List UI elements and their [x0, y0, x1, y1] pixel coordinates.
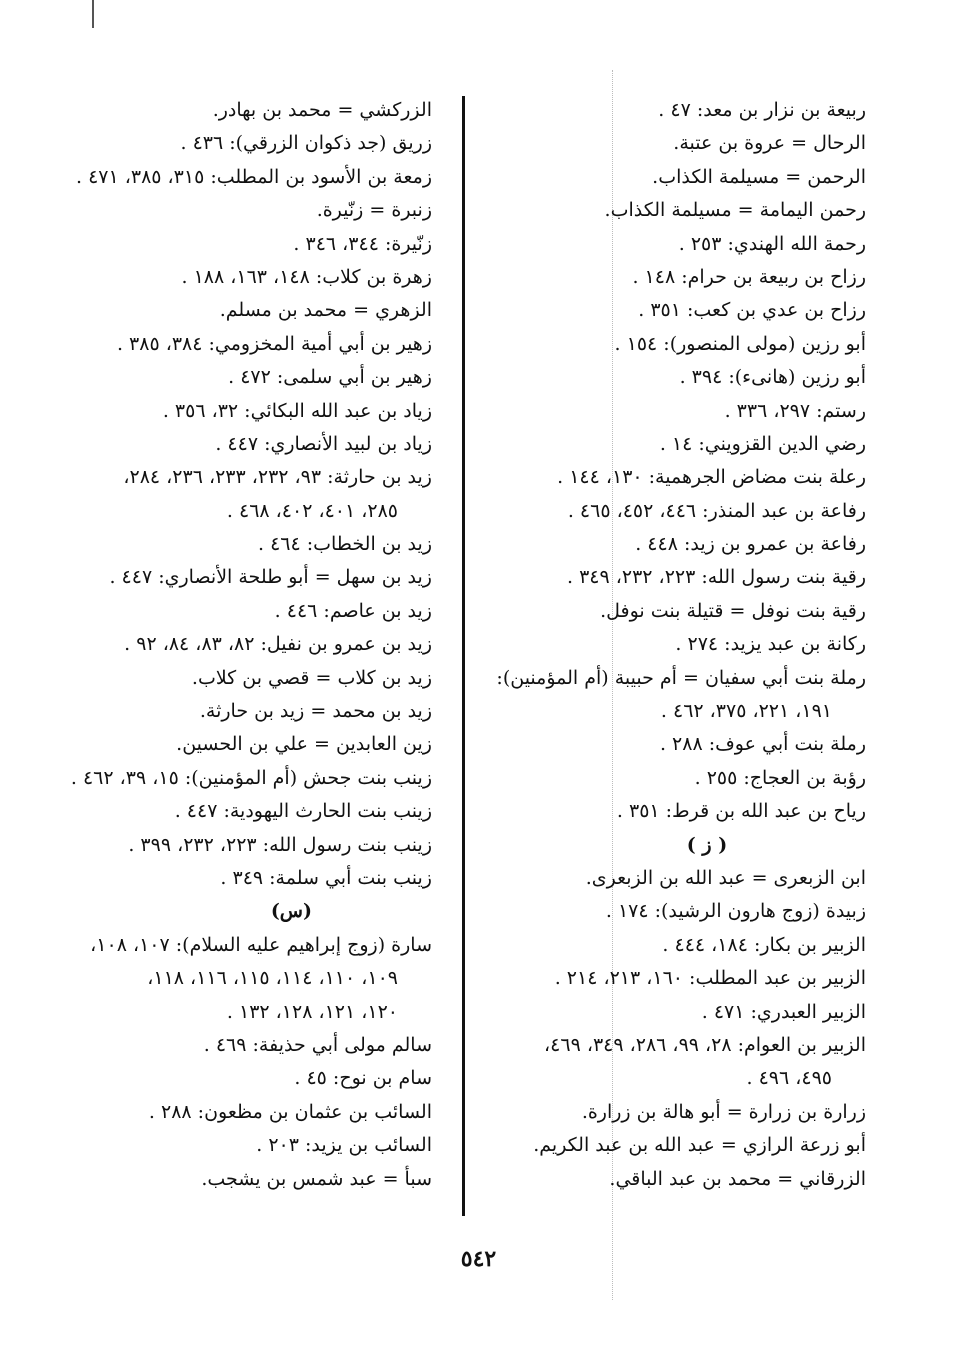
index-entry: الزبير بن بكار: ١٨٤، ٤٤٤ .	[662, 933, 866, 956]
index-entry: زنّيرة: ٣٤٤، ٣٤٦ .	[293, 232, 432, 255]
index-entry: زيد بن سهل = أبو طلحة الأنصاري: ٤٤٧ .	[109, 566, 432, 589]
index-entry: الزهري = محمد بن مسلم.	[219, 299, 432, 322]
index-entry: ربيعة بن نزار بن معد: ٤٧ .	[658, 99, 866, 121]
index-entry: ركانة بن عبد يزيد: ٢٧٤ .	[675, 633, 866, 656]
index-entry: سالم مولى أبي حذيفة: ٤٦٩ .	[203, 1033, 432, 1056]
index-entry: زرارة بن زرارة = أبو هالة بن زرارة.	[581, 1100, 866, 1123]
index-entry: الزركشي = محمد بن بهادر.	[212, 99, 432, 121]
index-entry-continuation: ١٩١، ٢٢١، ٣٧٥، ٤٦٢ .	[660, 700, 832, 723]
index-entry: رملة بنت أبي عوف: ٢٨٨ .	[659, 733, 866, 756]
index-entry: الزبير بن العوام: ٢٨، ٩٩، ٢٨٦، ٣٤٩، ٤٦٩،	[544, 1033, 866, 1056]
index-entry: زنبرة = زنّيرة.	[316, 199, 432, 222]
index-entry: السائب بن عثمان بن مظعون: ٢٨٨ .	[148, 1100, 432, 1123]
index-entry: رستم: ٢٩٧، ٣٣٦ .	[724, 399, 866, 422]
index-entry: رؤبة بن العجاج: ٢٥٥ .	[694, 766, 866, 789]
index-entry: زياد بن عبد الله البكائي: ٣٢، ٣٥٦ .	[162, 399, 432, 422]
index-entry-continuation: ٤٩٥، ٤٩٦ .	[746, 1067, 832, 1090]
index-entry: رضي الدين القزويني: ١٤ .	[659, 432, 866, 455]
index-entry: رقية بنت رسول الله: ٢٢٣، ٢٣٢، ٣٤٩ .	[567, 566, 866, 589]
index-entry: أبو رزين (هانىء): ٣٩٤ .	[679, 366, 866, 389]
index-entry: رياح بن عبد الله بن قرط: ٣٥١ .	[616, 800, 866, 823]
index-entry: الزبير بن عبد المطلب: ١٦٠، ٢١٣، ٢١٤ .	[554, 967, 866, 990]
index-entry: زينب بنت الحارث اليهودية: ٤٤٧ .	[174, 800, 432, 823]
section-letter-heading: ( ز )	[686, 833, 728, 856]
index-entry: السائب بن يزيد: ٢٠٣ .	[256, 1134, 432, 1157]
index-entry: رفاعة بن عمرو بن زيد: ٤٤٨ .	[635, 533, 866, 556]
index-entry: ابن الزبعرى = عبد الله بن الزبعرى.	[585, 866, 866, 889]
scan-edge-mark	[92, 0, 94, 28]
index-entry: سام بن نوح: ٤٥ .	[294, 1067, 432, 1090]
index-entry: زيد بن عاصم: ٤٤٦ .	[274, 599, 432, 622]
index-entry-continuation: ١٢٠، ١٢١، ١٢٨، ١٣٢ .	[226, 1000, 398, 1023]
index-entry: رقية بنت نوفل = قتيلة بنت نوفل.	[600, 599, 866, 622]
index-entry: زيد بن الخطاب: ٤٦٤ .	[257, 533, 432, 556]
index-entry: زمعة بن الأسود بن المطلب: ٣١٥، ٣٨٥، ٤٧١ .	[75, 165, 432, 188]
index-entry: زينب بنت جحش (أم المؤمنين): ١٥، ٣٩، ٤٦٢ .	[70, 766, 432, 789]
index-entry-continuation: ٢٨٥، ٤٠١، ٤٠٢، ٤٦٨ .	[226, 499, 398, 522]
index-entry: الرحال = عروة بن عتبة.	[673, 132, 866, 155]
index-entry-continuation: ١٠٩، ١١٠، ١١٤، ١١٥، ١١٦، ١١٨،	[147, 967, 398, 990]
index-column-right	[488, 94, 866, 1196]
index-entry: رعلة بنت مضاض الجرهمية: ١٣٠، ١٤٤ .	[557, 466, 866, 489]
index-entry: رزاح بن عدي بن كعب: ٣٥١ .	[638, 299, 866, 322]
index-entry: زياد بن لبيد الأنصاري: ٤٤٧ .	[215, 432, 432, 455]
index-column-left	[40, 94, 432, 1196]
index-entry: زهير بن أبي أمية المخزومي: ٣٨٤، ٣٨٥ .	[116, 332, 432, 355]
index-entry: سارة (زوج إبراهيم عليه السلام): ١٠٧، ١٠٨،	[90, 933, 432, 956]
index-entry: رزاح بن ربيعة بن حرام: ١٤٨ .	[632, 265, 866, 288]
index-entry: زريق (جد ذكوان الزرقي): ٤٣٦ .	[180, 132, 432, 155]
index-entry: سبأ = عبد شمس بن يشجب.	[201, 1167, 432, 1190]
index-entry: رملة بنت أبي سفيان = أم حبيبة (أم المؤمنين):	[496, 666, 866, 689]
index-entry: الزرقاني = محمد بن عبد الباقي.	[609, 1167, 866, 1190]
index-entry: زينب بنت رسول الله: ٢٢٣، ٢٣٢، ٣٩٩ .	[128, 833, 432, 856]
index-entry: زيد بن كلاب = قصي بن كلاب.	[191, 666, 432, 689]
index-entry: أبو زرعة الرازي = عبد الله بن عبد الكريم.	[533, 1134, 866, 1157]
index-entry: زيد بن حارثة: ٩٣، ٢٣٢، ٢٣٣، ٢٣٦، ٢٨٤،	[123, 466, 432, 489]
index-entry: زهير بن أبي سلمى: ٤٧٢ .	[228, 366, 432, 389]
index-entry: رحمة الله الهندي: ٢٥٣ .	[678, 232, 866, 255]
index-entry: زيد بن عمرو بن نفيل: ٨٢، ٨٣، ٨٤، ٩٢ .	[124, 633, 432, 656]
index-entry: زيد بن محمد = زيد بن حارثة.	[199, 700, 432, 723]
index-entry: أبو رزين (مولى المنصور): ١٥٤ .	[614, 332, 866, 355]
section-letter-heading: (س)	[270, 900, 312, 923]
index-entry: زبيدة (زوج هارون الرشيد): ١٧٤ .	[605, 900, 866, 923]
index-entry: الرحمن = مسيلمة الكذاب.	[652, 165, 866, 188]
index-entry: الزبير العبدري: ٤٧١ .	[701, 1000, 866, 1023]
index-entry: رفاعة بن عبد المنذر: ٤٤٦، ٤٥٢، ٤٦٥ .	[567, 499, 866, 522]
index-entry: زينب بنت أبي سلمة: ٣٤٩ .	[220, 866, 432, 889]
index-entry: رحمن اليمامة = مسيلمة الكذاب.	[604, 199, 866, 222]
index-entry: زهرة بن كلاب: ١٤٨، ١٦٣، ١٨٨ .	[181, 265, 432, 288]
page-number: ٥٤٢	[460, 1246, 497, 1272]
index-entry: زين العابدين = علي بن الحسين.	[176, 733, 432, 756]
column-divider	[462, 96, 465, 1216]
